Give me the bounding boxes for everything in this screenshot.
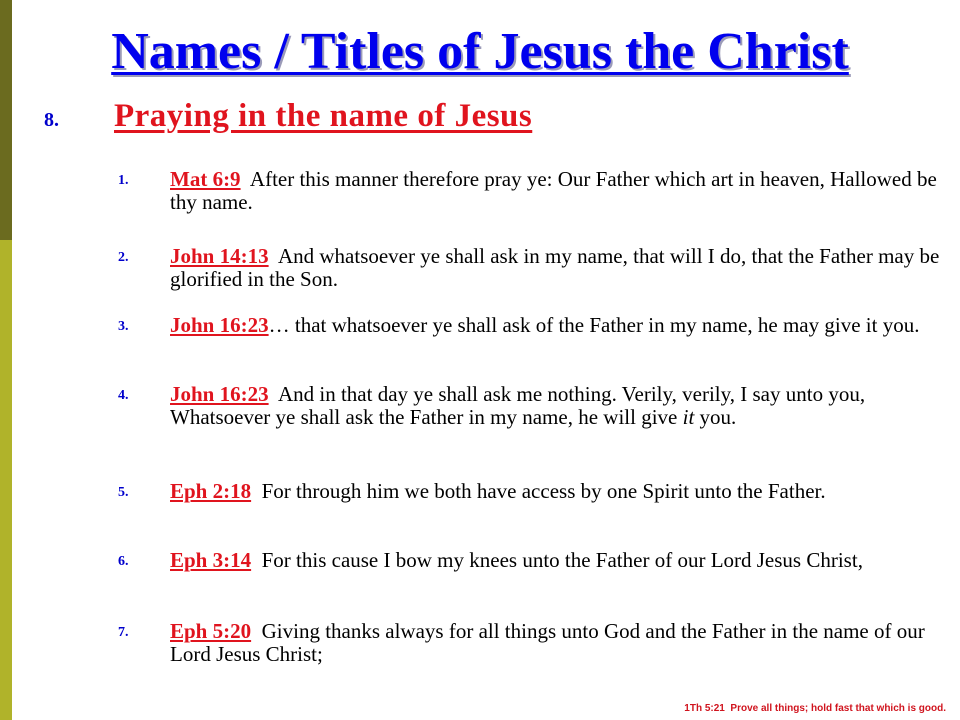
verse-separator: [241, 167, 250, 191]
verse-body-end: you.: [694, 405, 737, 429]
verse-body: And in that day ye shall ask me nothing. Verily, verily, I say unto you, Whatsoever ye shall ask the Father in my name, he will give: [170, 382, 866, 429]
verse-text: [170, 314, 940, 337]
verse-body: For this cause I bow my knees unto the Father of our Lord Jesus Christ,: [261, 548, 863, 572]
verse-reference: John 16:23: [170, 313, 269, 337]
verse-number: 7.: [118, 625, 129, 640]
verse-body: … that whatsoever ye shall ask of the Father in my name, he may give it you.: [268, 313, 920, 337]
verse-separator: [269, 382, 278, 406]
verse-number: 2.: [118, 250, 129, 265]
verse-reference: Eph 3:14: [170, 548, 252, 572]
verse-separator: [251, 479, 262, 503]
verse-body: Giving thanks always for all things unto God and the Father in the name of our Lord Jesus Christ;: [170, 619, 925, 666]
sidebar-stripe-light: [0, 240, 12, 720]
verse-number: 3.: [118, 319, 129, 334]
verse-reference: Mat 6:9: [170, 167, 241, 191]
verse-body: After this manner therefore pray ye: Our Father which art in heaven, Hallowed be thy name.: [170, 167, 937, 214]
verse-italic-word: it: [682, 405, 695, 429]
verse-number: 1.: [118, 173, 129, 188]
verse-separator: [269, 244, 278, 268]
verse-number: 4.: [118, 388, 129, 403]
verse-text: [170, 480, 940, 503]
section-title: Praying in the name of Jesus: [114, 98, 533, 134]
verse-text: [170, 383, 940, 429]
verse-body: And whatsoever ye shall ask in my name, that will I do, that the Father may be glorified in the Son.: [170, 244, 940, 291]
verse-text: [170, 620, 940, 666]
verse-number: 6.: [118, 554, 129, 569]
slide-title: Names / Titles of Jesus the Christ: [111, 23, 849, 80]
verse-text: [170, 245, 940, 291]
footer-verse: 1Th 5:21 Prove all things; hold fast that which is good.: [684, 703, 946, 714]
verse-reference: Eph 2:18: [170, 479, 252, 503]
verse-reference: John 16:23: [170, 382, 269, 406]
verse-number: 5.: [118, 485, 129, 500]
verse-separator: [251, 548, 262, 572]
verse-reference: Eph 5:20: [170, 619, 252, 643]
verse-text: [170, 549, 940, 572]
verse-reference: John 14:13: [170, 244, 269, 268]
section-number: 8.: [44, 109, 59, 131]
section-heading: [44, 98, 532, 142]
verse-separator: [251, 619, 262, 643]
verse-text: [170, 168, 940, 214]
verse-body: For through him we both have access by one Spirit unto the Father.: [261, 479, 826, 503]
